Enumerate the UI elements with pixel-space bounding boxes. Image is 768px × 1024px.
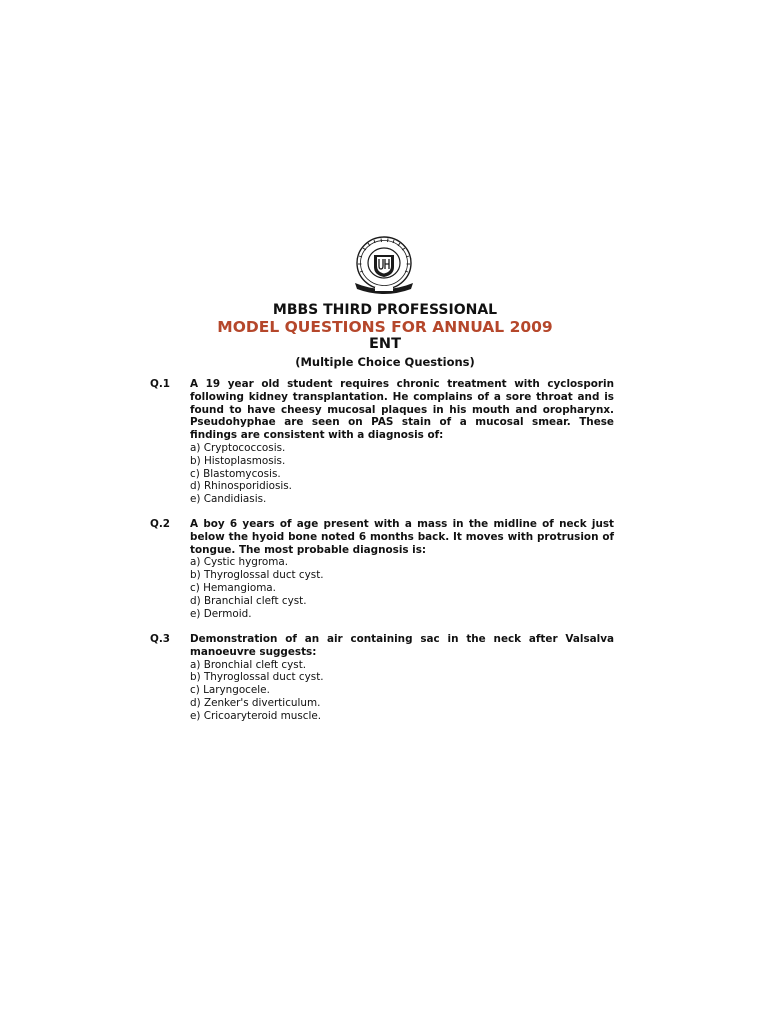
option-e: e) Dermoid. [190,607,252,620]
option-e: e) Cricoaryteroid muscle. [190,709,322,722]
answer-options [190,659,614,723]
option-d: d) Branchial cleft cyst. [190,594,307,607]
option-d: d) Rhinosporidiosis. [190,480,292,493]
answer-options [190,556,614,620]
option-c: c) Blastomycosis. [190,467,281,480]
option-b: b) Histoplasmosis. [190,454,286,467]
question-type-subtitle: (Multiple Choice Questions) [295,355,475,369]
question-number: Q.2 [150,518,171,530]
option-b: b) Thyroglossal duct cyst. [190,569,324,582]
exam-title: MBBS THIRD PROFESSIONAL [272,302,498,318]
model-questions-title: MODEL QUESTIONS FOR ANNUAL 2009 [217,318,553,336]
option-a: a) Bronchial cleft cyst. [190,658,307,671]
option-a: a) Cystic hygroma. [190,556,289,569]
answer-options [190,442,614,506]
question-stem: Demonstration of an air containing sac in the neck after Valsalva manoeuvre suggests: [190,633,614,658]
question-2 [150,518,614,620]
option-b: b) Thyroglossal duct cyst. [190,671,324,684]
question-number: Q.3 [150,633,171,645]
option-c: c) Laryngocele. [190,684,270,697]
subject-title: ENT [369,336,401,352]
question-3 [150,633,614,723]
question-stem: A boy 6 years of age present with a mass in the midline of neck just below the hyoid bone noted 6 months back. It moves with protrusion of tongue. The most probable diagnosis is: [190,518,614,556]
question-stem: A 19 year old student requires chronic treatment with cyclosporin following kidney transplantation. He complains of a sore throat and is found to have cheesy mucosal plaques in his mouth and oropharynx. Pseudohyphae are seen on PAS stain of a mucosal smear. These findings are consistent with a diagnosis of: [190,378,614,442]
question-1 [150,378,614,506]
option-e: e) Candidiasis. [190,493,267,506]
option-d: d) Zenker's diverticulum. [190,696,321,709]
option-a: a) Cryptococcosis. [190,441,286,454]
option-c: c) Hemangioma. [190,581,276,594]
question-number: Q.1 [150,378,171,390]
university-seal-logo [347,233,421,299]
